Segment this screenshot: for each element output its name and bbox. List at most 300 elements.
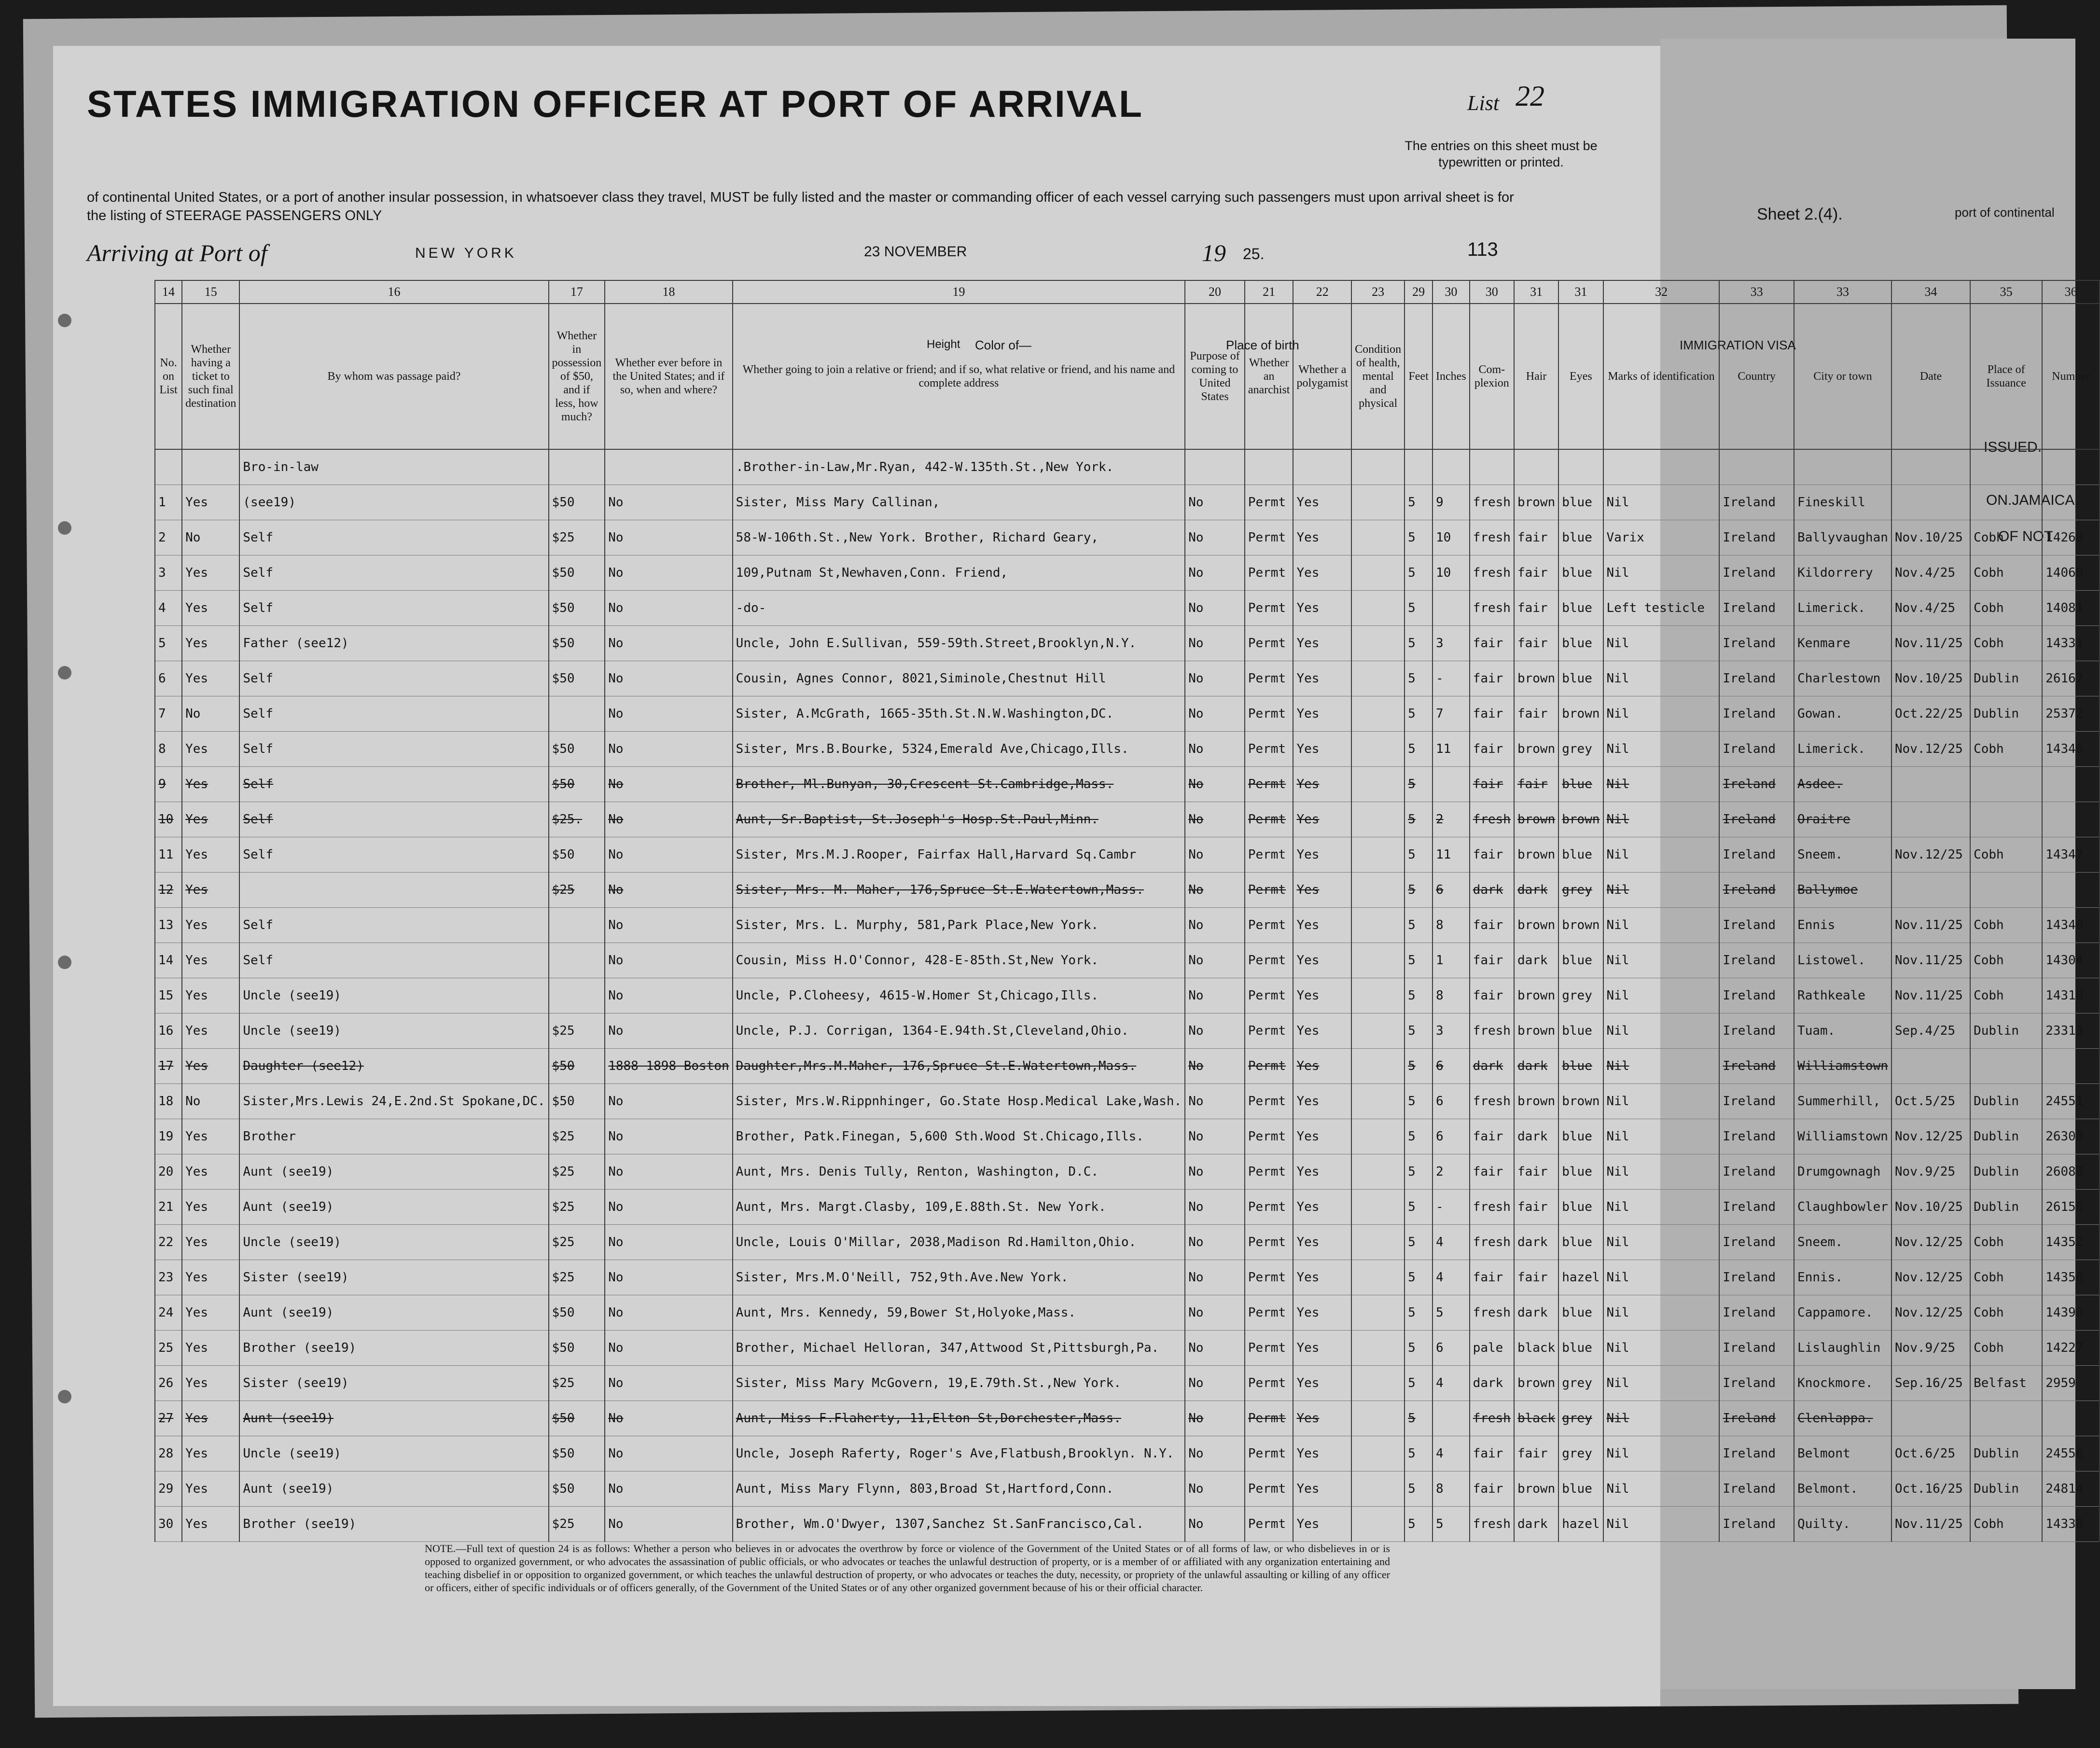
cell-country: Ireland bbox=[1719, 943, 1794, 978]
cell-stay: Permt bbox=[1245, 1119, 1293, 1154]
binding-hole bbox=[58, 314, 71, 327]
cell-country: Ireland bbox=[1719, 661, 1794, 696]
cell-condition bbox=[1351, 485, 1405, 520]
cell-money: $50 bbox=[549, 837, 605, 873]
cell-vnum: 14396 bbox=[2042, 1295, 2100, 1331]
header-city: City or town bbox=[1794, 304, 1891, 449]
cell-paid: Aunt (see19) bbox=[239, 1401, 548, 1436]
cell-condition bbox=[1351, 943, 1405, 978]
cell-ft: 5 bbox=[1405, 1401, 1432, 1436]
cell-eyes: grey bbox=[1558, 1436, 1603, 1471]
cell-comp: fair bbox=[1470, 978, 1514, 1013]
cell-city: Clenlappa. bbox=[1794, 1401, 1891, 1436]
cell-eyes: blue bbox=[1558, 626, 1603, 661]
cell-vplace: Dublin bbox=[1970, 1154, 2042, 1190]
column-number: 19 bbox=[733, 280, 1185, 304]
cell-no: 6 bbox=[155, 661, 182, 696]
cell-ticket: Yes bbox=[182, 1366, 239, 1401]
table-row bbox=[155, 449, 2100, 485]
cell-ticket: Yes bbox=[182, 908, 239, 943]
cell-eyes: hazel bbox=[1558, 1260, 1603, 1295]
cell-vplace bbox=[1970, 485, 2042, 520]
cell-citizen: Yes bbox=[1293, 1190, 1351, 1225]
cell-stay: Permt bbox=[1245, 1366, 1293, 1401]
cell-money: $50 bbox=[549, 1049, 605, 1084]
cell-money: $50 bbox=[549, 1436, 605, 1471]
cell-vdate bbox=[1891, 1049, 1970, 1084]
column-number: 31 bbox=[1514, 280, 1558, 304]
page-title: STATES IMMIGRATION OFFICER AT PORT OF ARRIVAL bbox=[87, 83, 1143, 125]
cell-vdate: Nov.4/25 bbox=[1891, 555, 1970, 591]
cell-condition bbox=[1351, 1049, 1405, 1084]
table-row bbox=[155, 1154, 2100, 1190]
cell-country: Ireland bbox=[1719, 485, 1794, 520]
cell-vnum: 14352 bbox=[2042, 1225, 2100, 1260]
column-number: 31 bbox=[1558, 280, 1603, 304]
table-row bbox=[155, 626, 2100, 661]
cell-condition bbox=[1351, 1084, 1405, 1119]
cell-vdate: Nov.12/25 bbox=[1891, 1225, 1970, 1260]
cell-vdate: Oct.6/25 bbox=[1891, 1436, 1970, 1471]
cell-city: Summerhill, bbox=[1794, 1084, 1891, 1119]
cell-stay: Permt bbox=[1245, 1331, 1293, 1366]
header-inches: Inches bbox=[1432, 304, 1470, 449]
cell-eyes: blue bbox=[1558, 837, 1603, 873]
cell-purpose: No bbox=[1185, 1084, 1245, 1119]
cell-stay: Permt bbox=[1245, 626, 1293, 661]
cell-ft: 5 bbox=[1405, 626, 1432, 661]
cell-before: No bbox=[605, 1013, 732, 1049]
cell-no: 25 bbox=[155, 1331, 182, 1366]
cell-no: 26 bbox=[155, 1366, 182, 1401]
cell-city: Charlestown bbox=[1794, 661, 1891, 696]
cell-city: Ennis bbox=[1794, 908, 1891, 943]
column-number: 36 bbox=[2042, 280, 2100, 304]
cell-ft: 5 bbox=[1405, 485, 1432, 520]
cell-vplace: Belfast bbox=[1970, 1366, 2042, 1401]
cell-purpose: No bbox=[1185, 767, 1245, 802]
cell-country: Ireland bbox=[1719, 1366, 1794, 1401]
cell-hair: dark bbox=[1514, 873, 1558, 908]
cell-condition bbox=[1351, 1471, 1405, 1507]
cell-no: 19 bbox=[155, 1119, 182, 1154]
cell-vnum: 14346 bbox=[2042, 732, 2100, 767]
cell-citizen: Yes bbox=[1293, 1366, 1351, 1401]
cell-paid: Uncle (see19) bbox=[239, 1225, 548, 1260]
cell-paid: Brother (see19) bbox=[239, 1331, 548, 1366]
cell-money bbox=[549, 696, 605, 732]
cell-no: 14 bbox=[155, 943, 182, 978]
cell-country: Ireland bbox=[1719, 1295, 1794, 1331]
cell-in: 3 bbox=[1432, 1013, 1470, 1049]
cell-vnum: 2959 bbox=[2042, 1366, 2100, 1401]
cell-vnum: 26088 bbox=[2042, 1154, 2100, 1190]
cell-city: Drumgownagh bbox=[1794, 1154, 1891, 1190]
column-number: 15 bbox=[182, 280, 239, 304]
cell-eyes: blue bbox=[1558, 520, 1603, 555]
cell-stay: Permt bbox=[1245, 1401, 1293, 1436]
cell-city: Limerick. bbox=[1794, 732, 1891, 767]
cell-comp: fresh bbox=[1470, 1225, 1514, 1260]
cell-hair: fair bbox=[1514, 1154, 1558, 1190]
cell-no: 28 bbox=[155, 1436, 182, 1471]
cell-ticket: Yes bbox=[182, 1436, 239, 1471]
cell-stay: Permt bbox=[1245, 591, 1293, 626]
cell-ft: 5 bbox=[1405, 1366, 1432, 1401]
cell-condition bbox=[1351, 767, 1405, 802]
cell-joining: Brother, Wm.O'Dwyer, 1307,Sanchez St.SanFrancisco,Cal. bbox=[733, 1507, 1185, 1542]
cell-vplace bbox=[1970, 802, 2042, 837]
cell-stay: Permt bbox=[1245, 696, 1293, 732]
cell-no: 24 bbox=[155, 1295, 182, 1331]
cell-ticket: Yes bbox=[182, 978, 239, 1013]
cell-ft: 5 bbox=[1405, 1084, 1432, 1119]
cell-ft: 5 bbox=[1405, 837, 1432, 873]
cell-city: Kenmare bbox=[1794, 626, 1891, 661]
cell-hair: dark bbox=[1514, 1119, 1558, 1154]
cell-before: No bbox=[605, 1084, 732, 1119]
column-number: 29 bbox=[1405, 280, 1432, 304]
header-complexion: Com-plexion bbox=[1470, 304, 1514, 449]
cell-before: No bbox=[605, 1507, 732, 1542]
cell-vdate: Nov.11/25 bbox=[1891, 943, 1970, 978]
cell-no: 7 bbox=[155, 696, 182, 732]
cell-in: - bbox=[1432, 1190, 1470, 1225]
cell-comp: dark bbox=[1470, 1049, 1514, 1084]
cell-ticket: Yes bbox=[182, 1190, 239, 1225]
cell-eyes: grey bbox=[1558, 1366, 1603, 1401]
cell-money: $50 bbox=[549, 661, 605, 696]
cell-citizen: Yes bbox=[1293, 1119, 1351, 1154]
cell-eyes: blue bbox=[1558, 1119, 1603, 1154]
header-country: Country bbox=[1719, 304, 1794, 449]
cell-comp: fresh bbox=[1470, 555, 1514, 591]
cell-citizen bbox=[1293, 449, 1351, 485]
table-row bbox=[155, 1225, 2100, 1260]
cell-money: $50 bbox=[549, 732, 605, 767]
cell-vnum bbox=[2042, 802, 2100, 837]
cell-vdate bbox=[1891, 767, 1970, 802]
cell-vnum bbox=[2042, 1049, 2100, 1084]
cell-vplace bbox=[1970, 1049, 2042, 1084]
cell-in: 6 bbox=[1432, 873, 1470, 908]
cell-eyes: blue bbox=[1558, 1331, 1603, 1366]
cell-money: $50 bbox=[549, 555, 605, 591]
cell-joining: Cousin, Agnes Connor, 8021,Siminole,Chestnut Hill bbox=[733, 661, 1185, 696]
table-row bbox=[155, 732, 2100, 767]
cell-before: No bbox=[605, 696, 732, 732]
cell-stay: Permt bbox=[1245, 1154, 1293, 1190]
cell-comp bbox=[1470, 449, 1514, 485]
cell-hair: dark bbox=[1514, 1049, 1558, 1084]
cell-country: Ireland bbox=[1719, 1154, 1794, 1190]
cell-hair: brown bbox=[1514, 837, 1558, 873]
cell-vdate bbox=[1891, 1401, 1970, 1436]
table-row bbox=[155, 555, 2100, 591]
cell-vdate: Nov.10/25 bbox=[1891, 1190, 1970, 1225]
cell-in: 8 bbox=[1432, 1471, 1470, 1507]
cell-eyes: blue bbox=[1558, 1049, 1603, 1084]
cell-vnum bbox=[2042, 485, 2100, 520]
cell-comp: fresh bbox=[1470, 520, 1514, 555]
cell-city: Asdee. bbox=[1794, 767, 1891, 802]
cell-citizen: Yes bbox=[1293, 555, 1351, 591]
cell-city: Oraitre bbox=[1794, 802, 1891, 837]
cell-joining: Sister, Mrs.B.Bourke, 5324,Emerald Ave,Chicago,Ills. bbox=[733, 732, 1185, 767]
cell-money bbox=[549, 978, 605, 1013]
cell-vplace bbox=[1970, 1401, 2042, 1436]
cell-condition bbox=[1351, 732, 1405, 767]
cell-in bbox=[1432, 767, 1470, 802]
sheet-number: Sheet 2.(4). bbox=[1757, 205, 1843, 223]
cell-vplace: Cobh bbox=[1970, 1225, 2042, 1260]
cell-citizen: Yes bbox=[1293, 1295, 1351, 1331]
header-place-of-birth: Place of birth bbox=[1226, 338, 1299, 352]
cell-paid: Sister (see19) bbox=[239, 1260, 548, 1295]
header-polygamist: Whether a polygamist bbox=[1293, 304, 1351, 449]
cell-city: Sneem. bbox=[1794, 1225, 1891, 1260]
cell-in: 5 bbox=[1432, 1295, 1470, 1331]
header-condition: Condition of health, mental and physical bbox=[1351, 304, 1405, 449]
cell-city: Belmont bbox=[1794, 1436, 1891, 1471]
cell-ticket bbox=[182, 449, 239, 485]
cell-paid bbox=[239, 873, 548, 908]
cell-vnum: 14356 bbox=[2042, 1260, 2100, 1295]
header-before-us: Whether ever before in the United States; and if so, when and where? bbox=[605, 304, 732, 449]
cell-ticket: Yes bbox=[182, 767, 239, 802]
cell-purpose: No bbox=[1185, 485, 1245, 520]
table-row bbox=[155, 802, 2100, 837]
cell-hair: fair bbox=[1514, 520, 1558, 555]
header-ticket: Whether having a ticket to such final destination bbox=[182, 304, 239, 449]
cell-paid: Uncle (see19) bbox=[239, 978, 548, 1013]
cell-hair: brown bbox=[1514, 485, 1558, 520]
cell-stay: Permt bbox=[1245, 1049, 1293, 1084]
cell-stay: Permt bbox=[1245, 661, 1293, 696]
cell-vnum bbox=[2042, 873, 2100, 908]
cell-country: Ireland bbox=[1719, 1225, 1794, 1260]
cell-eyes: blue bbox=[1558, 767, 1603, 802]
cell-marks: Nil bbox=[1603, 555, 1720, 591]
cell-money: $25 bbox=[549, 1119, 605, 1154]
cell-country: Ireland bbox=[1719, 1049, 1794, 1084]
cell-citizen: Yes bbox=[1293, 1013, 1351, 1049]
cell-money: $25 bbox=[549, 1013, 605, 1049]
cell-hair: fair bbox=[1514, 1436, 1558, 1471]
cell-purpose: No bbox=[1185, 661, 1245, 696]
year-suffix: 25. bbox=[1243, 245, 1265, 263]
cell-ft: 5 bbox=[1405, 1260, 1432, 1295]
cell-hair: brown bbox=[1514, 1084, 1558, 1119]
cell-money: $25 bbox=[549, 1190, 605, 1225]
cell-joining: Brother, Michael Helloran, 347,Attwood St,Pittsburgh,Pa. bbox=[733, 1331, 1185, 1366]
cell-paid: Aunt (see19) bbox=[239, 1154, 548, 1190]
cell-paid: Brother bbox=[239, 1119, 548, 1154]
cell-country: Ireland bbox=[1719, 626, 1794, 661]
cell-money: $50 bbox=[549, 767, 605, 802]
cell-hair: fair bbox=[1514, 591, 1558, 626]
table-row bbox=[155, 1401, 2100, 1436]
cell-hair: dark bbox=[1514, 1295, 1558, 1331]
cell-no: 27 bbox=[155, 1401, 182, 1436]
cell-eyes: grey bbox=[1558, 978, 1603, 1013]
cell-marks: Nil bbox=[1603, 943, 1720, 978]
cell-vdate: Nov.11/25 bbox=[1891, 978, 1970, 1013]
cell-vdate bbox=[1891, 802, 1970, 837]
cell-eyes: blue bbox=[1558, 1190, 1603, 1225]
table-row bbox=[155, 1084, 2100, 1119]
cell-purpose: No bbox=[1185, 732, 1245, 767]
cell-purpose: No bbox=[1185, 978, 1245, 1013]
cell-no: 2 bbox=[155, 520, 182, 555]
cell-stay: Permt bbox=[1245, 1225, 1293, 1260]
cell-city: Limerick. bbox=[1794, 591, 1891, 626]
cell-vnum: 24814 bbox=[2042, 1471, 2100, 1507]
cell-hair: dark bbox=[1514, 1225, 1558, 1260]
header-visa-place: Place of Issuance bbox=[1970, 304, 2042, 449]
cell-ft: 5 bbox=[1405, 943, 1432, 978]
cell-eyes: hazel bbox=[1558, 1507, 1603, 1542]
cell-joining: Daughter,Mrs.M.Maher, 176,Spruce St.E.Watertown,Mass. bbox=[733, 1049, 1185, 1084]
cell-before: No bbox=[605, 837, 732, 873]
instructions-text: of continental United States, or a port of another insular possession, in whatsoever class they travel, MUST be fully listed and the master or commanding officer of each vessel carrying such passengers must upon arrival sheet is for the listing of STEERAGE PASSENGERS ONLY bbox=[87, 190, 1514, 223]
cell-country: Ireland bbox=[1719, 696, 1794, 732]
column-number: 14 bbox=[155, 280, 182, 304]
cell-before: No bbox=[605, 485, 732, 520]
cell-city: Williamstown bbox=[1794, 1119, 1891, 1154]
cell-hair: dark bbox=[1514, 1507, 1558, 1542]
cell-city: Ballyvaughan bbox=[1794, 520, 1891, 555]
cell-citizen: Yes bbox=[1293, 978, 1351, 1013]
cell-hair: brown bbox=[1514, 908, 1558, 943]
cell-paid: (see19) bbox=[239, 485, 548, 520]
cell-marks: Nil bbox=[1603, 767, 1720, 802]
cell-ft: 5 bbox=[1405, 802, 1432, 837]
cell-in: 10 bbox=[1432, 555, 1470, 591]
cell-ft: 5 bbox=[1405, 661, 1432, 696]
cell-vdate: Nov.11/25 bbox=[1891, 908, 1970, 943]
cell-city: Ballymoe bbox=[1794, 873, 1891, 908]
cell-vnum: 26167 bbox=[2042, 661, 2100, 696]
table-row bbox=[155, 1049, 2100, 1084]
cell-country: Ireland bbox=[1719, 1507, 1794, 1542]
cell-joining: Sister, A.McGrath, 1665-35th.St.N.W.Washington,DC. bbox=[733, 696, 1185, 732]
cell-hair: fair bbox=[1514, 555, 1558, 591]
cell-city: Claughbowler bbox=[1794, 1190, 1891, 1225]
cell-no: 11 bbox=[155, 837, 182, 873]
cell-paid: Self bbox=[239, 732, 548, 767]
cell-comp: fair bbox=[1470, 1119, 1514, 1154]
cell-before: No bbox=[605, 873, 732, 908]
cell-stay: Permt bbox=[1245, 1436, 1293, 1471]
cell-joining: .Brother-in-Law,Mr.Ryan, 442-W.135th.St.,New York. bbox=[733, 449, 1185, 485]
header-joining: Whether going to join a relative or friend; and if so, what relative or friend, and his name and complete address bbox=[733, 304, 1185, 449]
cell-vdate: Oct.22/25 bbox=[1891, 696, 1970, 732]
cell-vnum: 14338 bbox=[2042, 1507, 2100, 1542]
binding-hole bbox=[58, 666, 71, 680]
table-row bbox=[155, 1436, 2100, 1471]
cell-marks: Nil bbox=[1603, 1436, 1720, 1471]
cell-paid: Self bbox=[239, 767, 548, 802]
header-eyes: Eyes bbox=[1558, 304, 1603, 449]
cell-no bbox=[155, 449, 182, 485]
adjacent-port-text: port of continental bbox=[1955, 205, 2055, 220]
cell-citizen: Yes bbox=[1293, 1436, 1351, 1471]
cell-citizen: Yes bbox=[1293, 767, 1351, 802]
cell-country bbox=[1719, 449, 1794, 485]
cell-vplace: Cobh bbox=[1970, 1507, 2042, 1542]
cell-comp: fresh bbox=[1470, 485, 1514, 520]
cell-ft: 5 bbox=[1405, 1154, 1432, 1190]
cell-money: $25 bbox=[549, 873, 605, 908]
cell-condition bbox=[1351, 555, 1405, 591]
cell-in: 6 bbox=[1432, 1119, 1470, 1154]
cell-condition bbox=[1351, 1225, 1405, 1260]
cell-purpose: No bbox=[1185, 1436, 1245, 1471]
cell-marks: Nil bbox=[1603, 1331, 1720, 1366]
cell-city: Belmont. bbox=[1794, 1471, 1891, 1507]
adjacent-of-not-text: OF NOT bbox=[1998, 528, 2053, 544]
cell-vplace bbox=[1970, 873, 2042, 908]
cell-in: 8 bbox=[1432, 908, 1470, 943]
cell-vplace: Cobh bbox=[1970, 520, 2042, 555]
cell-before: No bbox=[605, 661, 732, 696]
cell-joining: Aunt, Miss F.Flaherty, 11,Elton St,Dorchester,Mass. bbox=[733, 1401, 1185, 1436]
cell-money: $25 bbox=[549, 1154, 605, 1190]
cell-in: 6 bbox=[1432, 1084, 1470, 1119]
cell-vplace bbox=[1970, 449, 2042, 485]
column-number: 21 bbox=[1245, 280, 1293, 304]
cell-in bbox=[1432, 591, 1470, 626]
cell-marks: Nil bbox=[1603, 1013, 1720, 1049]
cell-joining: Sister, Mrs.W.Rippnhinger, Go.State Hosp.Medical Lake,Wash. bbox=[733, 1084, 1185, 1119]
cell-purpose: No bbox=[1185, 802, 1245, 837]
cell-money: $50 bbox=[549, 1331, 605, 1366]
cell-comp: fresh bbox=[1470, 802, 1514, 837]
cell-in: 3 bbox=[1432, 626, 1470, 661]
column-number: 20 bbox=[1185, 280, 1245, 304]
cell-marks: Nil bbox=[1603, 1471, 1720, 1507]
binding-hole bbox=[58, 1390, 71, 1403]
cell-before: No bbox=[605, 767, 732, 802]
table-row bbox=[155, 908, 2100, 943]
cell-purpose: No bbox=[1185, 1331, 1245, 1366]
cell-city: Gowan. bbox=[1794, 696, 1891, 732]
cell-eyes: blue bbox=[1558, 1471, 1603, 1507]
column-number: 34 bbox=[1891, 280, 1970, 304]
cell-stay: Permt bbox=[1245, 943, 1293, 978]
cell-vplace: Dublin bbox=[1970, 1190, 2042, 1225]
cell-city: Sneem. bbox=[1794, 837, 1891, 873]
column-number: 18 bbox=[605, 280, 732, 304]
cell-no: 5 bbox=[155, 626, 182, 661]
column-number: 30 bbox=[1432, 280, 1470, 304]
cell-joining: 109,Putnam St,Newhaven,Conn. Friend, bbox=[733, 555, 1185, 591]
cell-vplace: Cobh bbox=[1970, 591, 2042, 626]
cell-purpose: No bbox=[1185, 943, 1245, 978]
header-feet: Feet bbox=[1405, 304, 1432, 449]
cell-joining: Sister, Mrs. L. Murphy, 581,Park Place,New York. bbox=[733, 908, 1185, 943]
cell-hair: brown bbox=[1514, 732, 1558, 767]
cell-vplace: Cobh bbox=[1970, 908, 2042, 943]
cell-joining: Aunt, Sr.Baptist, St.Joseph's Hosp.St.Paul,Minn. bbox=[733, 802, 1185, 837]
cell-marks: Nil bbox=[1603, 1190, 1720, 1225]
cell-city: Ennis. bbox=[1794, 1260, 1891, 1295]
cell-no: 12 bbox=[155, 873, 182, 908]
table-row bbox=[155, 1295, 2100, 1331]
cell-ticket: No bbox=[182, 696, 239, 732]
cell-money: $50 bbox=[549, 1295, 605, 1331]
